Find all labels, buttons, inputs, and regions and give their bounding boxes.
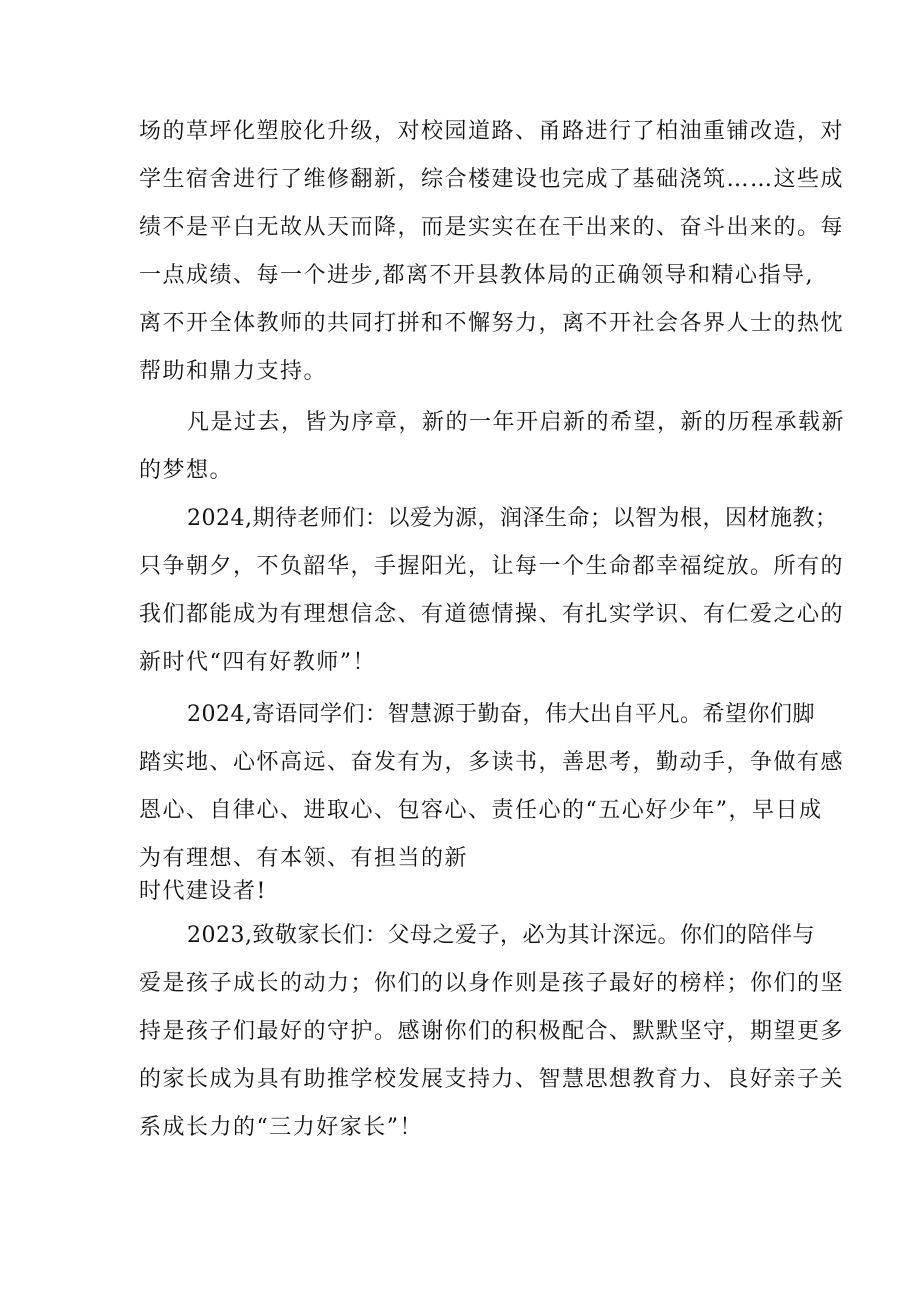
text-line: 离不开全体教师的共同打拼和不懈努力，离不开社会各界人士的热忱	[139, 311, 845, 336]
paragraph-first-line: 2024,期待老师们：以爱为源，润泽生命；以智为根，因材施教；	[187, 506, 838, 531]
text-line: 系成长力的“三力好家长”！	[139, 1115, 423, 1140]
text-line: 踏实地、心怀高远、奋发有为，多读书，善思考，勤动手，争做有感	[139, 750, 845, 775]
text-line: 绩不是平白无故从天而降，而是实实在在干出来的、奋斗出来的。每	[139, 215, 845, 240]
text-line: 新时代“四有好教师”！	[139, 650, 376, 675]
paragraph-first-line: 2023,致敬家长们：父母之爱子，必为其计深远。你们的陪伴与	[187, 923, 815, 948]
text-line: 只争朝夕，不负韶华，手握阳光，让每一个生命都幸福绽放。所有的	[139, 554, 845, 579]
text-line: 恩心、自律心、进取心、包容心、责任心的“五心好少年”，早日成	[139, 798, 823, 823]
text-line: 一点成绩、每一个进步,都离不开县教体局的正确领导和精心指导,	[139, 263, 814, 288]
paragraph-first-line: 2024,寄语同学们：智慧源于勤奋，伟大出自平凡。希望你们脚	[187, 702, 815, 727]
text-line: 的家长成为具有助推学校发展支持力、智慧思想教育力、良好亲子关	[139, 1067, 845, 1092]
text-line: 为有理想、有本领、有担当的新	[139, 846, 469, 871]
text-line: 的梦想。	[139, 458, 234, 483]
text-line: 场的草坪化塑胶化升级，对校园道路、甬路进行了柏油重铺改造，对	[139, 119, 845, 144]
paragraph-first-line: 凡是过去，皆为序章，新的一年开启新的希望，新的历程承载新	[187, 410, 846, 435]
text-line: 爱是孩子成长的动力；你们的以身作则是孩子最好的榜样；你们的坚	[139, 971, 845, 996]
text-line: 学生宿舍进行了维修翻新，综合楼建设也完成了基础浇筑……这些成	[139, 167, 845, 192]
text-line: 我们都能成为有理想信念、有道德情操、有扎实学识、有仁爱之心的	[139, 602, 845, 627]
text-line: 持是孩子们最好的守护。感谢你们的积极配合、默默坚守，期望更多	[139, 1019, 845, 1044]
text-line: 时代建设者!	[139, 879, 267, 904]
text-line: 帮助和鼎力支持。	[139, 359, 328, 384]
